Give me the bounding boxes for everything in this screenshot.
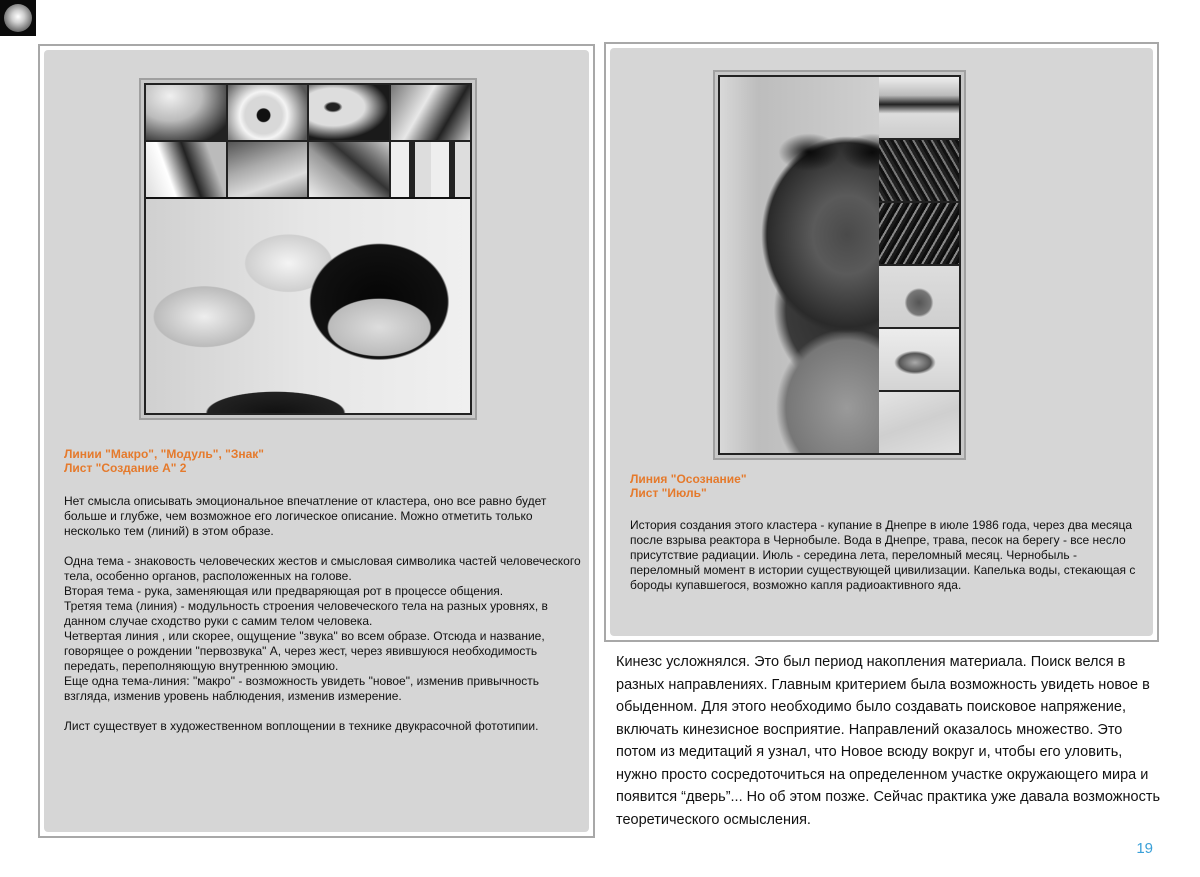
photo-strip <box>879 77 959 453</box>
left-panel-background <box>44 50 589 832</box>
left-description <box>64 494 584 749</box>
corner-logo <box>0 0 36 36</box>
strip-photo-grass <box>879 140 959 201</box>
right-photo-collage <box>713 70 966 460</box>
left-paragraph: Вторая тема - рука, заменяющая или предваряющая рот в процессе общения. <box>64 584 504 598</box>
left-paragraph: Нет смысла описывать эмоциональное впечатление от кластера, оно все равно будет больше и глубже, чем возможное его логическое описание. Можно отметить только несколько тем (линий) в этом образе. <box>64 494 547 538</box>
thumbnail-cheek <box>228 142 308 197</box>
left-paragraph: Одна тема - знаковость человеческих жестов и смысловая символика частей человеческого тела, особенно органов, расположенных на голове. <box>64 554 581 583</box>
left-caption-line2: Лист "Создание А" 2 <box>64 461 187 475</box>
right-photo-image <box>718 75 961 455</box>
left-photo-collage <box>139 78 477 420</box>
left-caption-line1: Линии "Макро", "Модуль", "Знак" <box>64 447 264 461</box>
main-body-text: Кинезс усложнялся. Это был период накопления материала. Поиск велся в разных направлениях. Главным критерием была возможность увидеть новое в обыденном. Для этого необходимо было создавать поисковое напряжение, включать кинезисное восприятие. Направлений оказалось множество. Это потом из медитаций я узнал, что Новое всюду вокруг и, чтобы его уловить, нужно просто сосредоточиться на определенном участке окружающего мира и появится “дверь”... Но об этом позже. Сейчас практика уже давала возможность теоретического осмысления. <box>616 654 1161 828</box>
thumbnail-fingers <box>391 142 471 197</box>
left-paragraph: Еще одна тема-линия: "макро" - возможность увидеть "новое", изменив привычность взгляда, изменив уровень наблюдения, изменив измерение. <box>64 674 539 703</box>
right-caption-line1: Линия "Осознание" <box>630 472 747 486</box>
glowing-orb-icon <box>4 4 32 32</box>
strip-photo-sand <box>879 392 959 453</box>
right-paragraph: История создания этого кластера - купание в Днепре в июле 1986 года, через два месяца после взрыва реактора в Чернобыле. Вода в Днепре, трава, песок на берегу - все несло присутствие радиации. Июль - середина лета, переломный месяц. Чернобыль - переломный момент в истории существующей цивилизации. Капелька воды, стекающая с бороды купавшегося, возможно капля радиоактивного яда. <box>630 518 1136 592</box>
page-number: 19 <box>1136 840 1153 857</box>
thumbnail-eye <box>228 85 308 140</box>
left-paragraph: Третяя тема (линия) - модульность строения человеческого тела на разных уровнях, в данном случае сходство руки с самим телом человека. <box>64 599 548 628</box>
left-photo-image <box>144 83 472 415</box>
left-paragraph: Четвертая линия , или скорее, ощущение "звука" во всем образе. Отсюда и название, говорящее о рождении "первозвука" А, через жест, через явившуюся необходимость передать, переполняющую внутреннюю эмоцию. <box>64 629 545 673</box>
left-caption-title <box>64 447 264 475</box>
right-description <box>630 518 1150 608</box>
thumbnail-fist <box>309 142 389 197</box>
right-panel-background <box>610 48 1153 636</box>
thumbnail-hand <box>146 142 226 197</box>
strip-photo-grass-dark <box>879 203 959 264</box>
left-panel <box>38 44 595 838</box>
strip-photo-hands <box>879 329 959 390</box>
right-caption-line2: Лист "Июль" <box>630 486 707 500</box>
thumbnail-skin <box>146 85 226 140</box>
strip-photo-bathing <box>879 77 959 138</box>
left-paragraph: Лист существует в художественном воплощении в технике двукрасочной фототипии. <box>64 719 539 733</box>
thumbnail-nostril <box>309 85 389 140</box>
thumbnail-ear <box>391 85 471 140</box>
strip-photo-shadow <box>879 266 959 327</box>
fingers-lips-macro-photo <box>146 199 470 413</box>
thumbnail-grid <box>146 85 470 197</box>
right-caption-title <box>630 472 747 500</box>
right-panel <box>604 42 1159 642</box>
